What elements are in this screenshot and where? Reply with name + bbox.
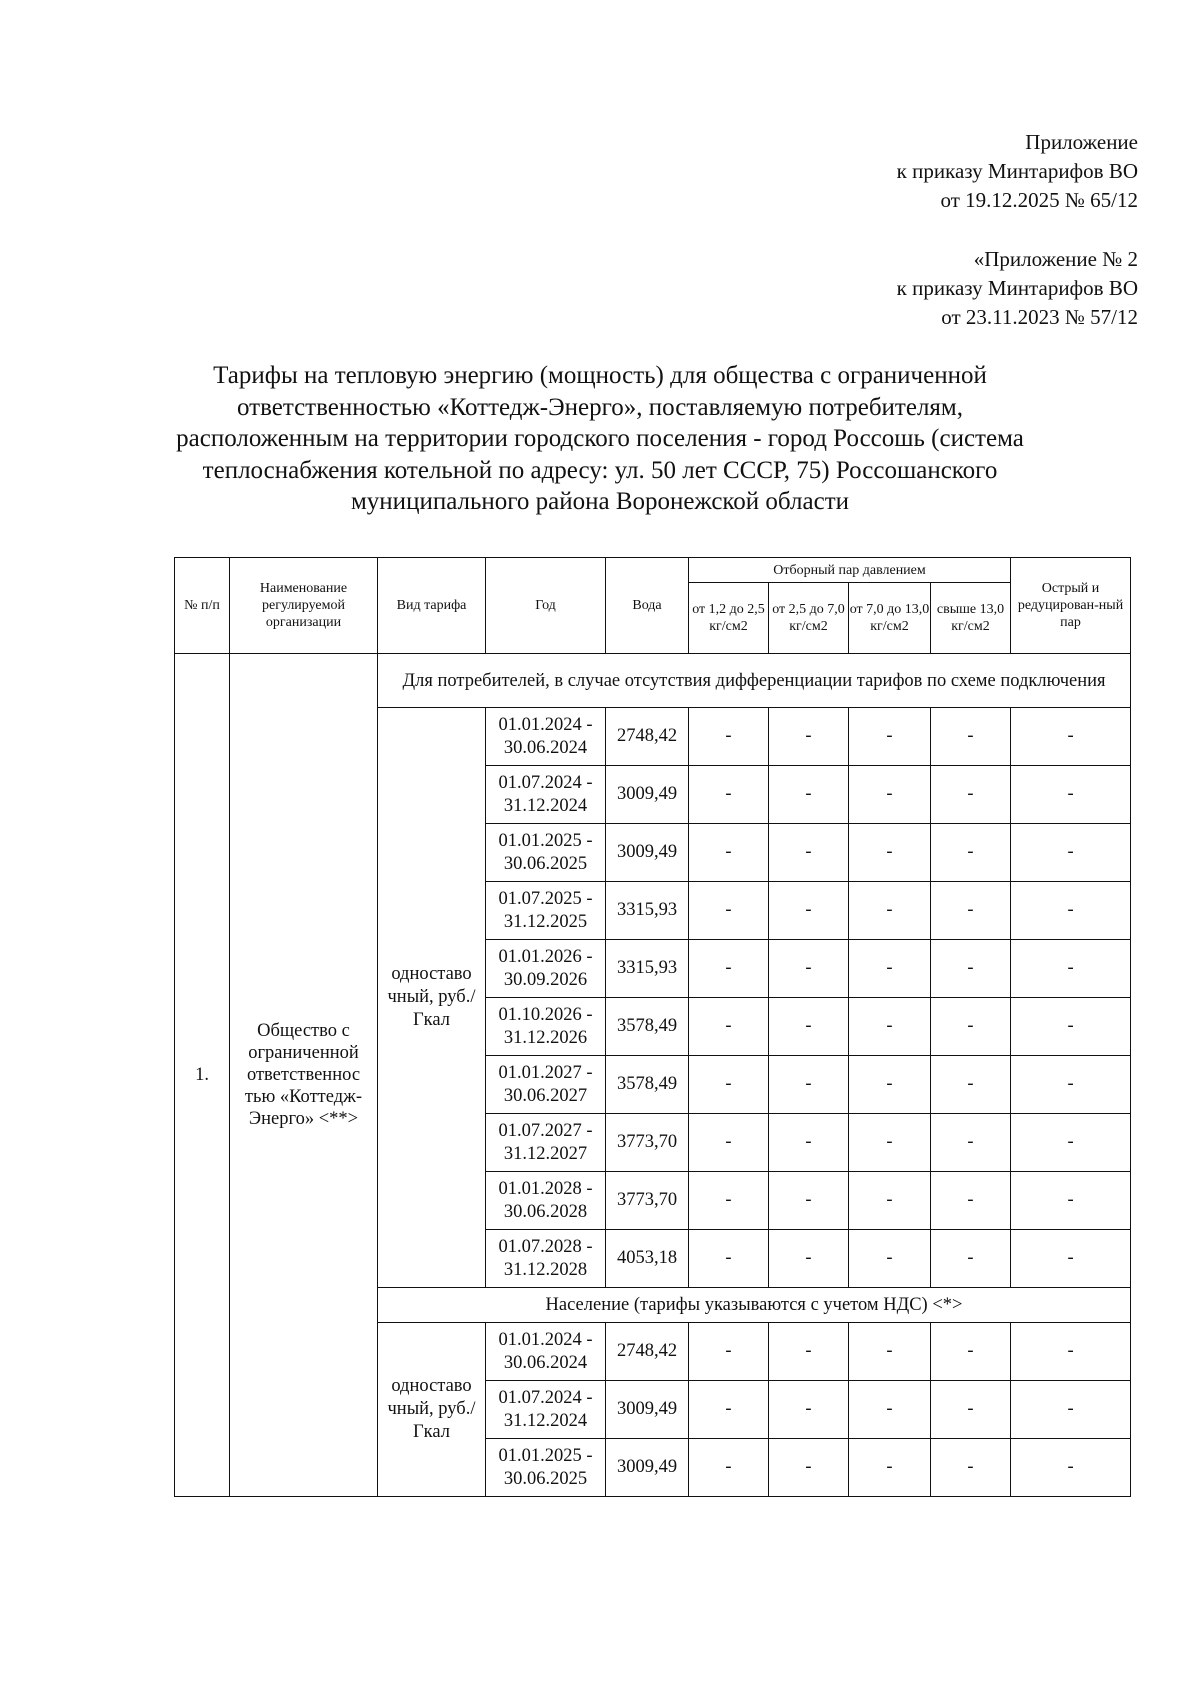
appendix-line: от 23.11.2023 № 57/12 — [941, 305, 1138, 329]
section-label: Население (тарифы указываются с учетом НДС) <*> — [378, 1288, 1131, 1323]
sharp-steam-cell: - — [1011, 1114, 1131, 1172]
period-cell: 01.07.2024 - 31.12.2024 — [486, 766, 606, 824]
steam-cell: - — [689, 998, 769, 1056]
section-label: Для потребителей, в случае отсутствия дифференциации тарифов по схеме подключения — [378, 654, 1131, 708]
document-title — [150, 360, 1050, 518]
header-steam-3: от 7,0 до 13,0 кг/см2 — [849, 583, 931, 654]
row-number: 1. — [175, 654, 230, 1497]
steam-cell: - — [931, 1230, 1011, 1288]
title-line: теплоснабжения котельной по адресу: ул. 50 лет СССР, 75) Россошанского — [202, 456, 998, 484]
steam-cell: - — [769, 998, 849, 1056]
water-tariff-cell: 3009,49 — [606, 1439, 689, 1497]
steam-cell: - — [769, 1172, 849, 1230]
steam-cell: - — [849, 1114, 931, 1172]
sharp-steam-cell: - — [1011, 1172, 1131, 1230]
water-tariff-cell: 3578,49 — [606, 998, 689, 1056]
header-sharp-steam: Острый и редуцирован-ный пар — [1011, 558, 1131, 654]
steam-cell: - — [769, 1323, 849, 1381]
steam-cell: - — [849, 882, 931, 940]
steam-cell: - — [769, 882, 849, 940]
table-body — [175, 654, 1131, 1497]
steam-cell: - — [769, 1381, 849, 1439]
steam-cell: - — [689, 766, 769, 824]
title-line: ответственностью «Коттедж-Энерго», поставляемую потребителям, — [237, 393, 963, 421]
steam-cell: - — [689, 1230, 769, 1288]
steam-cell: - — [931, 1381, 1011, 1439]
tariff-type: одноставо чный, руб./Гкал — [378, 1323, 486, 1497]
steam-cell: - — [769, 1114, 849, 1172]
sharp-steam-cell: - — [1011, 1056, 1131, 1114]
sharp-steam-cell: - — [1011, 1230, 1131, 1288]
steam-cell: - — [931, 998, 1011, 1056]
period-cell: 01.07.2024 - 31.12.2024 — [486, 1381, 606, 1439]
period-cell: 01.01.2025 - 30.06.2025 — [486, 824, 606, 882]
steam-cell: - — [849, 1172, 931, 1230]
sharp-steam-cell: - — [1011, 1323, 1131, 1381]
period-cell: 01.01.2026 - 30.09.2026 — [486, 940, 606, 998]
title-line: расположенным на территории городского поселения - город Россошь (система — [176, 425, 1024, 452]
water-tariff-cell: 2748,42 — [606, 1323, 689, 1381]
header-num: № п/п — [175, 558, 230, 654]
steam-cell: - — [931, 1323, 1011, 1381]
period-cell: 01.01.2024 - 30.06.2024 — [486, 708, 606, 766]
tariff-type: одноставо чный, руб./Гкал — [378, 708, 486, 1288]
steam-cell: - — [769, 1439, 849, 1497]
sharp-steam-cell: - — [1011, 766, 1131, 824]
water-tariff-cell: 3315,93 — [606, 940, 689, 998]
appendix-line: к приказу Минтарифов ВО — [896, 159, 1138, 183]
sharp-steam-cell: - — [1011, 940, 1131, 998]
title-line: муниципального района Воронежской области — [350, 488, 849, 515]
steam-cell: - — [931, 882, 1011, 940]
period-cell: 01.01.2028 - 30.06.2028 — [486, 1172, 606, 1230]
steam-cell: - — [931, 1114, 1011, 1172]
sharp-steam-cell: - — [1011, 882, 1131, 940]
steam-cell: - — [931, 1172, 1011, 1230]
steam-cell: - — [931, 824, 1011, 882]
appendix-header — [897, 128, 1138, 215]
steam-cell: - — [689, 1172, 769, 1230]
header-steam-2: от 2,5 до 7,0 кг/см2 — [769, 583, 849, 654]
header-year: Год — [486, 558, 606, 654]
steam-cell: - — [769, 824, 849, 882]
header-steam-group: Отборный пар давлением — [689, 558, 1011, 583]
period-cell: 01.07.2027 - 31.12.2027 — [486, 1114, 606, 1172]
appendix-line: Приложение — [1025, 130, 1138, 154]
steam-cell: - — [849, 766, 931, 824]
steam-cell: - — [689, 1381, 769, 1439]
steam-cell: - — [689, 708, 769, 766]
water-tariff-cell: 2748,42 — [606, 708, 689, 766]
steam-cell: - — [849, 940, 931, 998]
header-org: Наименование регулируемой организации — [230, 558, 378, 654]
period-cell: 01.01.2027 - 30.06.2027 — [486, 1056, 606, 1114]
steam-cell: - — [849, 998, 931, 1056]
sharp-steam-cell: - — [1011, 998, 1131, 1056]
steam-cell: - — [689, 1056, 769, 1114]
header-water: Вода — [606, 558, 689, 654]
tariff-table — [174, 557, 1131, 1497]
steam-cell: - — [849, 1439, 931, 1497]
water-tariff-cell: 4053,18 — [606, 1230, 689, 1288]
steam-cell: - — [689, 882, 769, 940]
steam-cell: - — [849, 1230, 931, 1288]
period-cell: 01.07.2025 - 31.12.2025 — [486, 882, 606, 940]
period-cell: 01.10.2026 - 31.12.2026 — [486, 998, 606, 1056]
period-cell: 01.01.2024 - 30.06.2024 — [486, 1323, 606, 1381]
header-steam-4: свыше 13,0 кг/см2 — [931, 583, 1011, 654]
sharp-steam-cell: - — [1011, 1439, 1131, 1497]
steam-cell: - — [689, 824, 769, 882]
appendix-line: к приказу Минтарифов ВО — [896, 276, 1138, 300]
period-cell: 01.07.2028 - 31.12.2028 — [486, 1230, 606, 1288]
organization-name: Общество с ограниченной ответственнос тью «Коттедж-Энерго» <**> — [230, 654, 378, 1497]
steam-cell: - — [849, 708, 931, 766]
steam-cell: - — [931, 940, 1011, 998]
title-line: Тарифы на тепловую энергию (мощность) для общества с ограниченной — [213, 362, 987, 389]
steam-cell: - — [769, 708, 849, 766]
appendix-line: «Приложение № 2 — [973, 247, 1138, 271]
steam-cell: - — [849, 1056, 931, 1114]
steam-cell: - — [689, 1439, 769, 1497]
water-tariff-cell: 3578,49 — [606, 1056, 689, 1114]
steam-cell: - — [849, 1381, 931, 1439]
steam-cell: - — [849, 824, 931, 882]
water-tariff-cell: 3773,70 — [606, 1114, 689, 1172]
steam-cell: - — [931, 1056, 1011, 1114]
steam-cell: - — [769, 940, 849, 998]
steam-cell: - — [931, 1439, 1011, 1497]
steam-cell: - — [769, 1056, 849, 1114]
water-tariff-cell: 3009,49 — [606, 1381, 689, 1439]
previous-appendix-header — [897, 245, 1138, 332]
header-steam-1: от 1,2 до 2,5 кг/см2 — [689, 583, 769, 654]
sharp-steam-cell: - — [1011, 708, 1131, 766]
header-tariff-type: Вид тарифа — [378, 558, 486, 654]
water-tariff-cell: 3315,93 — [606, 882, 689, 940]
steam-cell: - — [689, 1114, 769, 1172]
steam-cell: - — [689, 1323, 769, 1381]
water-tariff-cell: 3009,49 — [606, 824, 689, 882]
steam-cell: - — [931, 766, 1011, 824]
sharp-steam-cell: - — [1011, 824, 1131, 882]
steam-cell: - — [689, 940, 769, 998]
sharp-steam-cell: - — [1011, 1381, 1131, 1439]
steam-cell: - — [769, 766, 849, 824]
appendix-line: от 19.12.2025 № 65/12 — [940, 188, 1138, 212]
steam-cell: - — [931, 708, 1011, 766]
water-tariff-cell: 3009,49 — [606, 766, 689, 824]
period-cell: 01.01.2025 - 30.06.2025 — [486, 1439, 606, 1497]
water-tariff-cell: 3773,70 — [606, 1172, 689, 1230]
steam-cell: - — [769, 1230, 849, 1288]
steam-cell: - — [849, 1323, 931, 1381]
